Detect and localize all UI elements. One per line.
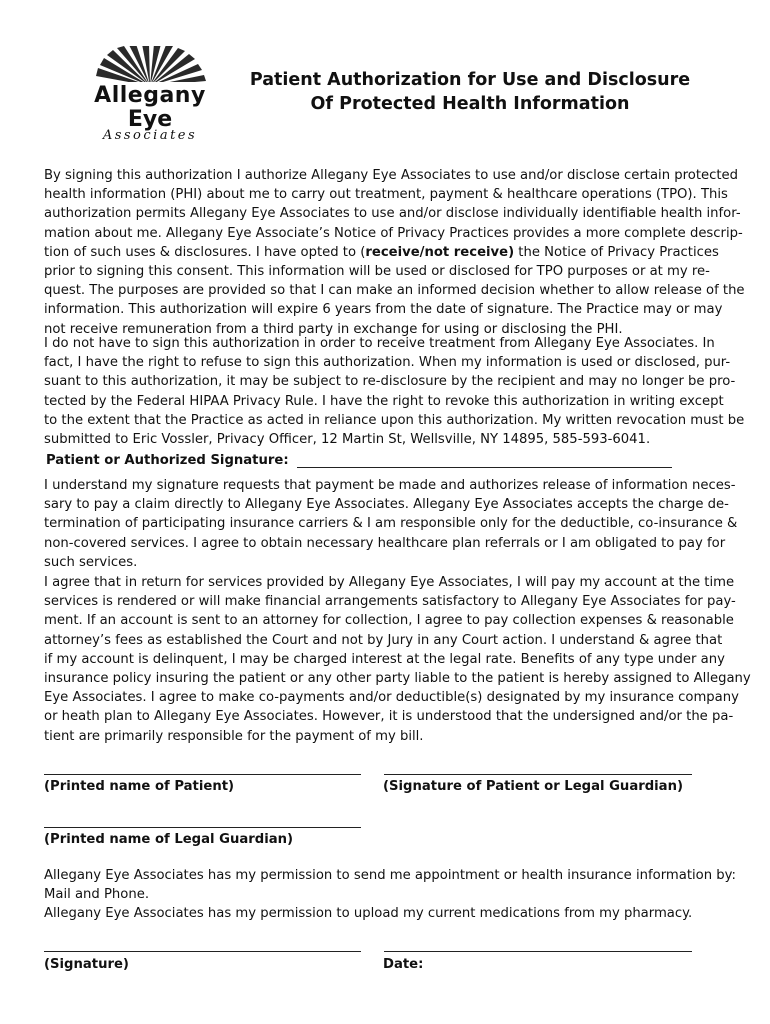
paragraph-line: Eye Associates. I agree to make co-payments and/or deductible(s) designated by my insurance company	[44, 690, 739, 706]
revocation-paragraph	[44, 334, 745, 449]
signature-line[interactable]	[44, 951, 361, 952]
paragraph-fragment: the Notice of Privacy Practices	[514, 244, 719, 260]
paragraph-line: By signing this authorization I authorize Allegany Eye Associates to use and/or disclose certain protected	[44, 168, 739, 183]
financial-paragraph	[44, 573, 751, 746]
patient-signature-line[interactable]	[297, 467, 672, 468]
paragraph-line: I do not have to sign this authorization in order to receive treatment from Allegany Eye Associates. In	[44, 336, 715, 351]
page-title	[220, 68, 720, 116]
patient-signature-label: Patient or Authorized Signature:	[46, 453, 289, 468]
printed-name-guardian-label: (Printed name of Legal Guardian)	[44, 832, 294, 847]
permission-line: Allegany Eye Associates has my permission to send me appointment or health insurance information by:	[44, 868, 736, 883]
paragraph-line: not receive remuneration from a third party in exchange for using or disclosing the PHI.	[44, 321, 623, 337]
paragraph-fragment: tion of such uses & disclosures. I have opted to (	[44, 244, 366, 260]
title-line-1: Patient Authorization for Use and Disclosure	[249, 70, 691, 90]
paragraph-line: termination of participating insurance carriers & I am responsible only for the deductible, co-insurance &	[44, 516, 738, 532]
paragraph-line: non-covered services. I agree to obtain necessary healthcare plan referrals or I am obligated to pay for	[44, 535, 726, 551]
date-line[interactable]	[384, 951, 692, 952]
paragraph-line: information. This authorization will expire 6 years from the date of signature. The Practice may or may	[44, 302, 723, 318]
signature-patient-guardian-label: (Signature of Patient or Legal Guardian)	[383, 779, 683, 794]
paragraph-line: services is rendered or will make financial arrangements satisfactory to Allegany Eye Associates for pay-	[44, 594, 736, 610]
allegany-eye-logo	[82, 46, 217, 146]
paragraph-line: prior to signing this consent. This information will be used or disclosed for TPO purposes or at my re-	[44, 264, 710, 280]
logo-associates-text: Associates	[102, 128, 198, 143]
logo-name-text: Allegany	[94, 83, 206, 108]
paragraph-line: or heath plan to Allegany Eye Associates. However, it is understood that the undersigned and/or the pa-	[44, 709, 734, 725]
receive-option-text: receive/not receive)	[365, 244, 515, 260]
paragraph-line: sary to pay a claim directly to Allegany Eye Associates. Allegany Eye Associates accepts the charge de-	[44, 497, 729, 513]
signature-label: (Signature)	[44, 957, 129, 972]
paragraph-line: submitted to Eric Vossler, Privacy Officer, 12 Martin St, Wellsville, NY 14895, 585-593-6041.	[44, 432, 651, 448]
logo-eye-text: Eye	[127, 107, 173, 132]
paragraph-line: suant to this authorization, it may be subject to re-disclosure by the recipient and may no longer be pro-	[44, 374, 736, 390]
paragraph-line: if my account is delinquent, I may be charged interest at the legal rate. Benefits of any type under any	[44, 651, 725, 667]
paragraph-line: fact, I have the right to refuse to sign this authorization. When my information is used or disclosed, pur-	[44, 355, 731, 371]
paragraph-line: health information (PHI) about me to carry out treatment, payment & healthcare operations (TPO). This	[44, 187, 728, 203]
paragraph-line: mation about me. Allegany Eye Associate’s Notice of Privacy Practices provides a more complete descrip-	[44, 225, 743, 241]
paragraph-line: authorization permits Allegany Eye Associates to use and/or disclose individually identifiable health infor-	[44, 206, 741, 222]
printed-name-guardian-line[interactable]	[44, 827, 361, 828]
paragraph-line	[44, 243, 734, 262]
paragraph-line: to the extent that the Practice as acted in reliance upon this authorization. My written revocation must be	[44, 412, 745, 428]
paragraph-line: tient are primarily responsible for the payment of my bill.	[44, 728, 424, 744]
permissions-paragraph	[44, 866, 734, 924]
paragraph-line: attorney’s fees as established the Court and not by Jury in any Court action. I understand & agree that	[44, 632, 723, 648]
paragraph-line: ment. If an account is sent to an attorney for collection, I agree to pay collection expenses & reasonable	[44, 613, 734, 629]
paragraph-line: quest. The purposes are provided so that I can make an informed decision whether to allow release of the	[44, 283, 745, 299]
paragraph-line: tected by the Federal HIPAA Privacy Rule. I have the right to revoke this authorization in writing except	[44, 393, 724, 409]
permission-line: Mail and Phone.	[44, 887, 150, 903]
title-line-2: Of Protected Health Information	[310, 94, 630, 114]
paragraph-line: such services.	[44, 554, 138, 570]
printed-name-patient-line[interactable]	[44, 774, 361, 775]
payment-paragraph	[44, 476, 738, 572]
printed-name-patient-label: (Printed name of Patient)	[44, 779, 235, 794]
paragraph-line: insurance policy insuring the patient or any other party liable to the patient is hereby assigned to Allegany	[44, 671, 751, 687]
paragraph-line: I understand my signature requests that payment be made and authorizes release of information neces-	[44, 478, 736, 493]
paragraph-line: I agree that in return for services provided by Allegany Eye Associates, I will pay my account at the time	[44, 575, 735, 590]
signature-patient-guardian-line[interactable]	[384, 774, 692, 775]
authorization-paragraph	[44, 166, 745, 339]
date-label: Date:	[383, 957, 424, 972]
permission-line: Allegany Eye Associates has my permission to upload my current medications from my pharmacy.	[44, 906, 693, 922]
